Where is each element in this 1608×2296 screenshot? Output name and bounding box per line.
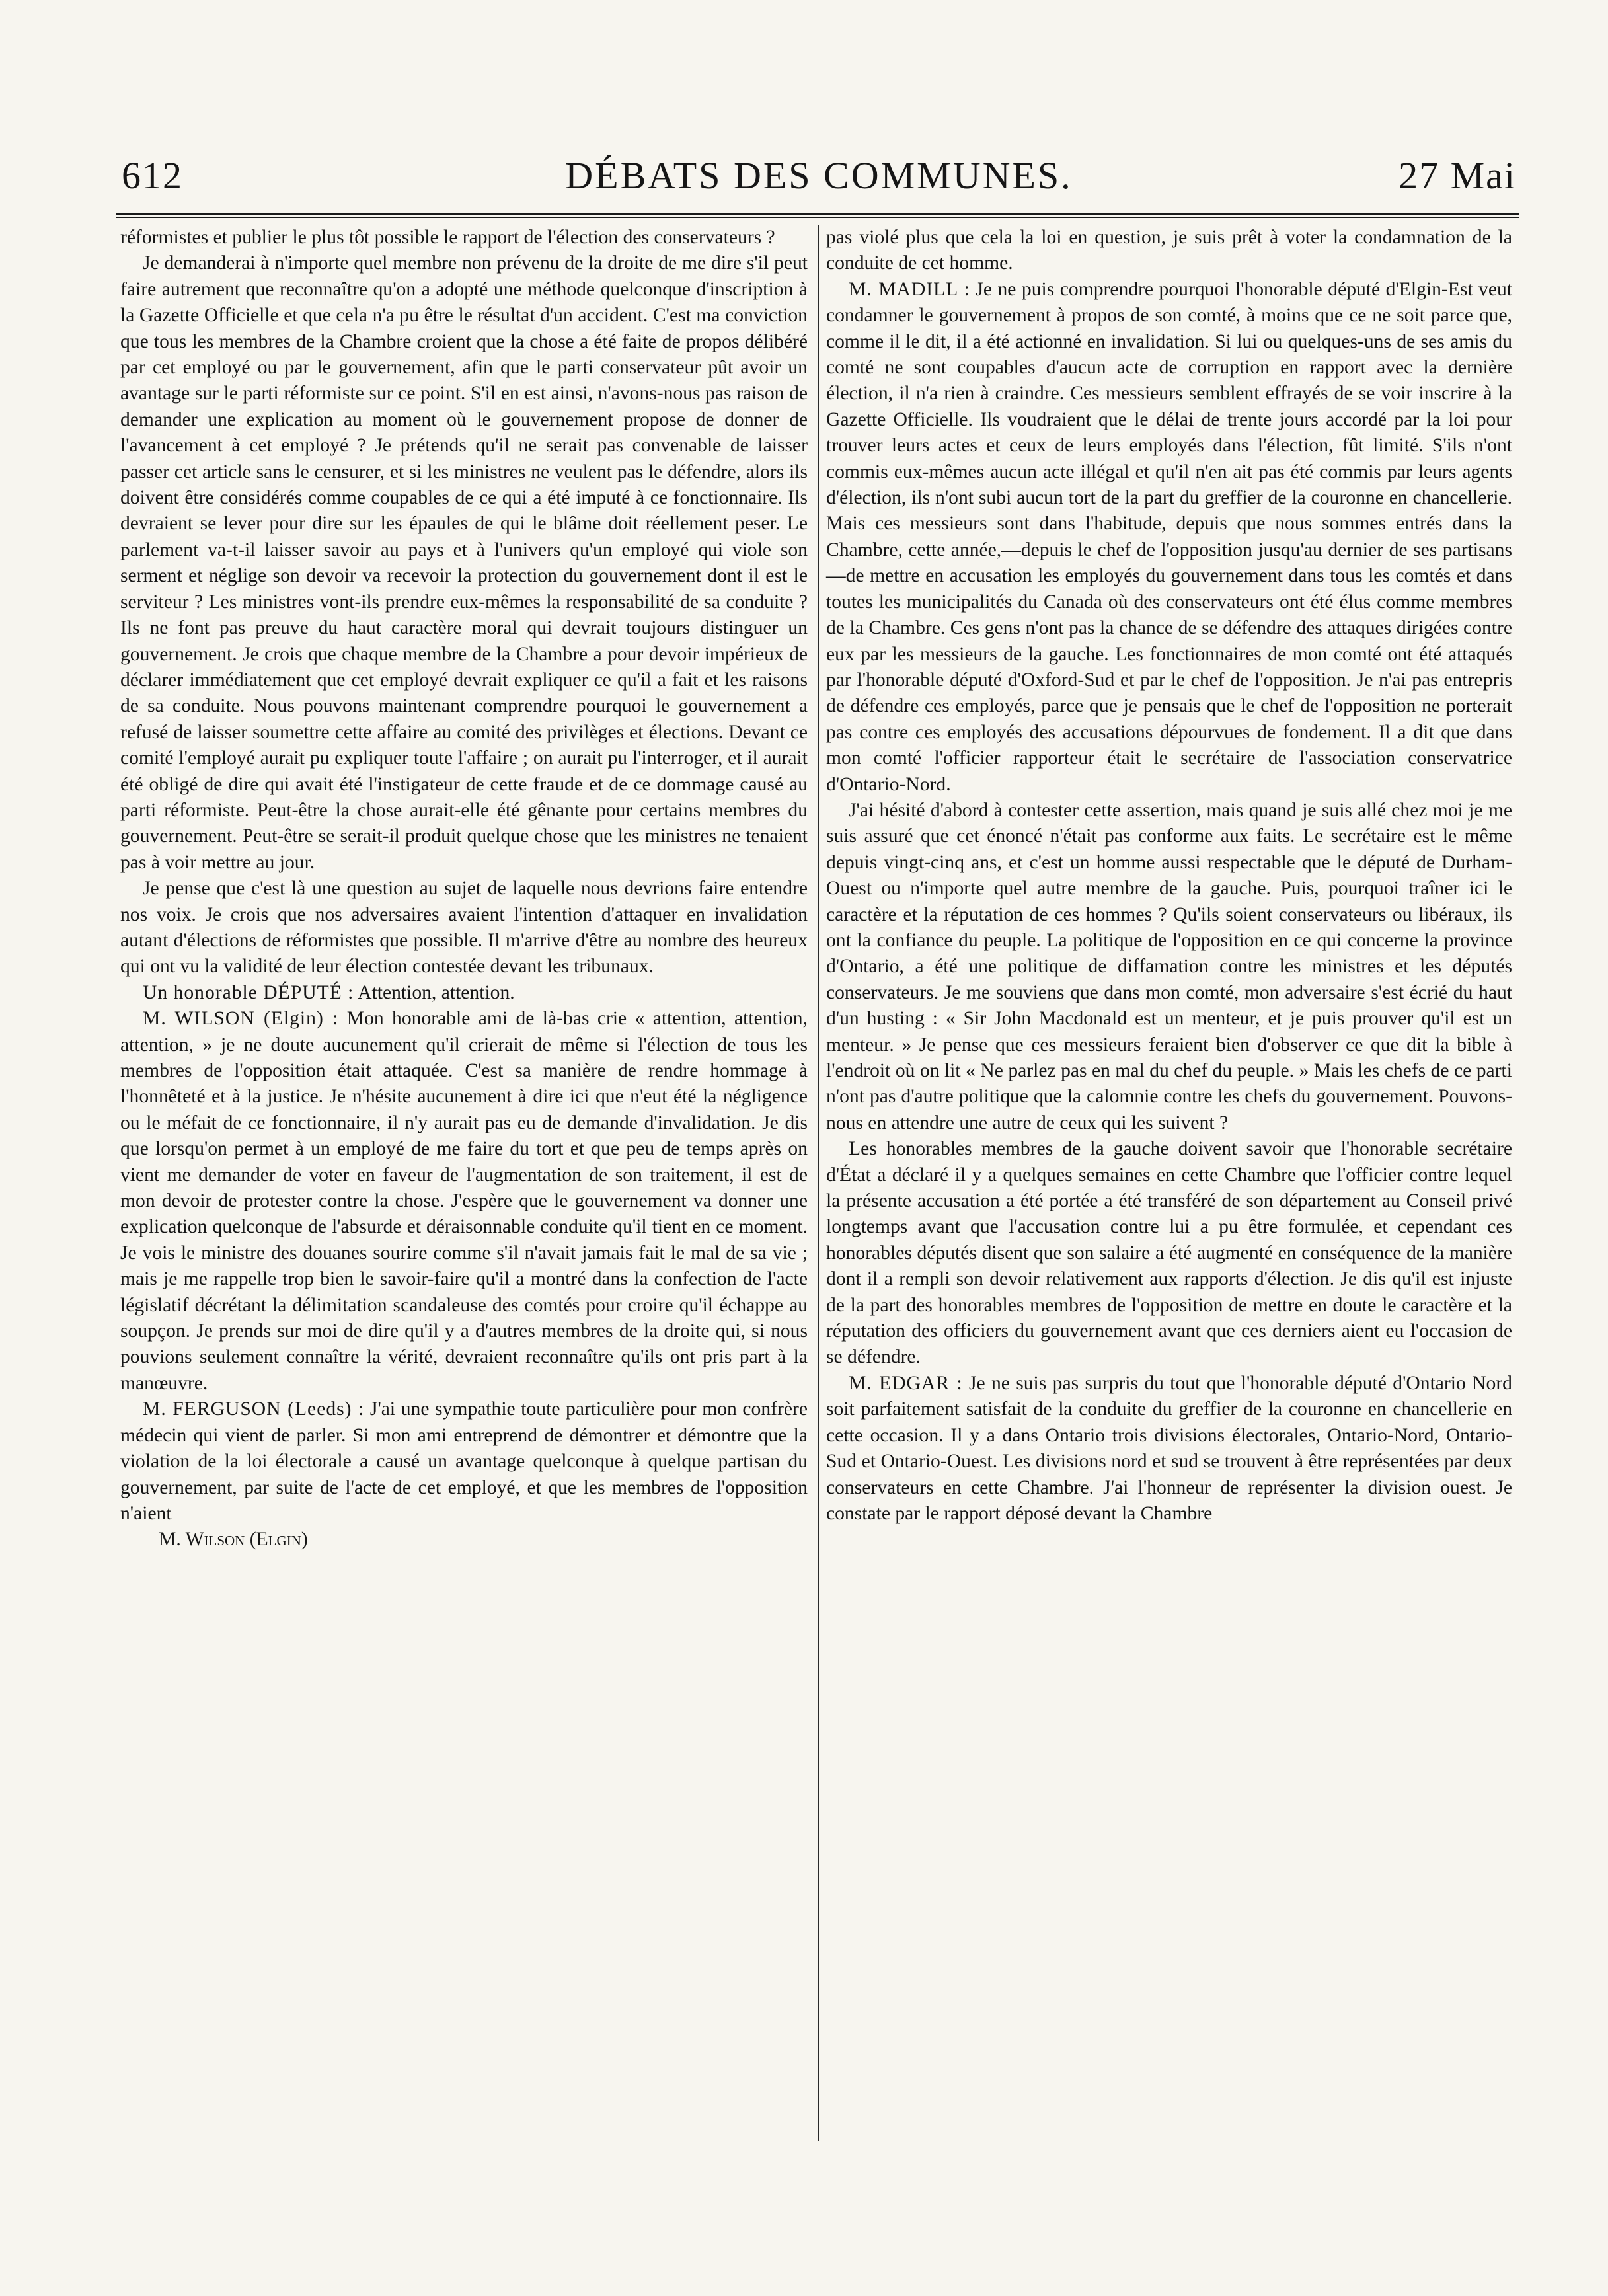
paragraph xyxy=(826,798,1512,1136)
speaker-paragraph xyxy=(826,1371,1512,1527)
page-header xyxy=(122,153,1516,200)
page-title: DÉBATS DES COMMUNES. xyxy=(565,154,1073,197)
paragraph-text: Je ne suis pas surpris du tout que l'honorable député d'Ontario Nord soit parfaitement satisfait de la conduite du greffier de la couronne en chancellerie en cette occasion. Il y a dans Ontario trois divisions électorales, Ontario-Nord, Ontario-Sud et Ontario-Ouest. Les divisions nord et sud se trouvent à être représentées par deux conservateurs en cette Chambre. J'ai l'honneur de représenter la division ouest. Je constate par le rapport déposé devant la Chambre xyxy=(826,1372,1512,1524)
page-date: 27 Mai xyxy=(1398,154,1516,197)
page-number: 612 xyxy=(122,154,183,197)
bottom-speaker-line: M. Wilson (Elgin) xyxy=(159,1529,308,1550)
paragraph xyxy=(826,1136,1512,1371)
speaker-paragraph xyxy=(826,277,1512,798)
speaker-paragraph xyxy=(120,1397,808,1527)
speaker-name: Un honorable DÉPUTÉ : xyxy=(143,981,354,1003)
paragraph xyxy=(120,876,808,980)
paragraph-text: Je ne puis comprendre pourquoi l'honorable député d'Elgin-Est veut condamner le gouvernement à propos de son comté, à moins que ce ne soit parce que, comme il le dit, il a été actionné en invalidation. Si lui ou quelques-uns de ses amis du comté ne sont coupables d'aucun acte de corruption en rapport avec la dernière élection, il n'a rien à craindre. Ces messieurs semblent effrayés de se voir inscrire à la Gazette Officielle. Ils voudraient que le délai de trente jours accordé par la loi pour trouver leurs actes et ceux de leurs employés dans l'élection, fût limité. S'ils n'ont commis eux-mêmes aucun acte illégal et qu'il n'en ait pas été commis par leurs agents d'élection, ils n'ont subi aucun tort de la part du greffier de la couronne en chancellerie. Mais ces messieurs sont dans l'habitude, depuis que nous sommes entrés dans la Chambre, cette année,—depuis le chef de l'opposition jusqu'au dernier de ses partisans—de mettre en accusation les employés du gouvernement dans tous les comtés et dans toutes les municipalités du Canada où des conservateurs ont été élus comme membres de la Chambre. Ces gens n'ont pas la chance de se défendre des attaques dirigées contre eux par les messieurs de la gauche. Les fonctionnaires de mon comté ont été attaqués par l'honorable député d'Oxford-Sud et par le chef de l'opposition. Je n'ai pas entrepris de défendre ces employés, parce que je pensais que le chef de l'opposition ne porterait pas contre ces employés des accusations dépourvues de fondement. Il a dit que dans mon comté l'officier rapporteur était le secrétaire de l'association conservatrice d'Ontario-Nord. xyxy=(826,278,1512,795)
paragraph-text: Mon honorable ami de là-bas crie « attention, attention, attention, » je ne doute aucunement qu'il crierait de même si l'élection de tous les membres de l'opposition était attaquée. C'est sa manière de rendre hommage à l'honnêteté et à la justice. Je n'hésite aucunement à dire ici que n'eut été la négligence ou le méfait de ce fonctionnaire, il n'y aurait pas eu de demande d'invalidation. Je dis que lorsqu'on permet à un employé de me faire du tort et que peu de temps après on vient me demander de voter en faveur de l'augmentation de son traitement, il est de mon devoir de protester contre la chose. J'espère que le gouvernement va donner une explication quelconque de l'absurde et déraisonnable conduite qu'il tient en ce moment. Je vois le ministre des douanes sourire comme s'il n'avait jamais fait le mal de sa vie ; mais je me rappelle trop bien le savoir-faire qu'il a montré dans la confection de l'acte législatif décrétant la délimitation scandaleuse des comtés pour croire qu'il échappe au soupçon. Je prends sur moi de dire qu'il y a d'autres membres de la droite qui, si nous pouvions seulement connaître la vérité, devraient reconnaître qu'ils ont pris part à la manœuvre. xyxy=(120,1008,808,1394)
speaker-name: M. WILSON (Elgin) : xyxy=(143,1008,339,1030)
right-column xyxy=(826,225,1512,1527)
paragraph-text: J'ai une sympathie toute particulière pour mon confrère médecin qui vient de parler. Si mon ami entreprend de démontrer et démontre que la violation de la loi électorale a causé un avantage quelconque à quelque partisan du gouvernement, par suite de l'acte de cet employé, et que les membres de l'opposition n'aient xyxy=(120,1398,808,1524)
header-rule-thin xyxy=(116,217,1519,218)
speaker-paragraph xyxy=(120,980,808,1006)
speaker-name: M. FERGUSON (Leeds) : xyxy=(143,1398,365,1420)
column-divider xyxy=(818,225,819,2141)
paragraph-text: Les honorables membres de la gauche doivent savoir que l'honorable secrétaire d'État a déclaré il y a quelques semaines en cette Chambre que l'officier contre lequel la présente accusation a été portée a été transféré de son département au Conseil privé longtemps avant que l'accusation contre lui a pu être formulée, et cependant ces honorables députés disent que son salaire a été augmenté en conséquence de la manière dont il a rempli son devoir relativement aux rapports d'élection. Je dis qu'il est injuste de la part des honorables membres de l'opposition de mettre en doute le caractère et la réputation des officiers du gouvernement avant que ces derniers aient eu l'occasion de se défendre. xyxy=(826,1138,1512,1368)
paragraph-text: Attention, attention. xyxy=(358,981,515,1003)
paragraph-text: réformistes et publier le plus tôt possible le rapport de l'élection des conservateurs ? xyxy=(120,227,775,248)
header-rule xyxy=(116,213,1519,215)
paragraph-text: pas violé plus que cela la loi en question, je suis prêt à voter la condamnation de la conduite de cet homme. xyxy=(826,227,1512,274)
paragraph-continuation xyxy=(120,225,808,250)
speaker-paragraph xyxy=(120,1006,808,1397)
speaker-name: M. EDGAR : xyxy=(849,1372,963,1394)
paragraph-text: Je demanderai à n'importe quel membre non prévenu de la droite de me dire s'il peut faire autrement que reconnaître qu'on a adopté une méthode quelconque d'inscription à la Gazette Officielle et que cela n'a pu être le résultat d'un accident. C'est ma conviction que tous les membres de la Chambre croient que la chose a été faite de propos délibéré par cet employé ou par le gouvernement, afin que le parti conservateur pût avoir un avantage sur le parti réformiste sur ce point. S'il en est ainsi, n'avons-nous pas raison de demander une explication au moment où le gouvernement propose de donner de l'avancement à cet employé ? Je prétends qu'il ne serait pas convenable de laisser passer cet article sans le censurer, et si les ministres ne veulent pas le défendre, alors ils doivent être considérés comme coupables de ce qui a été imputé à ce fonctionnaire. Ils devraient se lever pour dire sur les épaules de qui le blâme doit réellement peser. Le parlement va-t-il laisser savoir au pays et à l'univers qu'un employé qui viole son serment et néglige son devoir va recevoir la protection du gouvernement dont il est le serviteur ? Les ministres vont-ils prendre eux-mêmes la responsabilité de sa conduite ? Ils ne font pas preuve du haut caractère moral qui devrait toujours distinguer un gouvernement. Je crois que chaque membre de la Chambre a pour devoir impérieux de déclarer immédiatement que cet employé devrait expliquer ce qu'il a fait et les raisons de sa conduite. Nous pouvons maintenant comprendre pourquoi le gouvernement a refusé de laisser soumettre cette affaire au comité des privilèges et élections. Devant ce comité l'employé aurait pu expliquer toute l'affaire ; on aurait pu l'interroger, et il aurait été obligé de dire qui avait été l'instigateur de cette fraude et de ce dommage causé au parti réformiste. Peut-être la chose aurait-elle été gênante pour certains membres du gouvernement. Peut-être se serait-il produit quelque chose que les ministres ne tenaient pas à voir mettre au jour. xyxy=(120,252,808,873)
left-column xyxy=(120,225,808,1553)
paragraph xyxy=(120,250,808,876)
paragraph-continuation xyxy=(826,225,1512,277)
paragraph-text: Je pense que c'est là une question au sujet de laquelle nous devrions faire entendre nos voix. Je crois que nos adversaires avaient l'intention d'attaquer en invalidation autant d'élections de réformistes que possible. Il m'arrive d'être au nombre des heureux qui ont vu la validité de leur élection contestée devant les tribunaux. xyxy=(120,878,808,977)
paragraph-text: J'ai hésité d'abord à contester cette assertion, mais quand je suis allé chez moi je me suis assuré que cet énoncé n'était pas conforme aux faits. Le secrétaire est le même depuis vingt-cinq ans, et c'est un homme aussi respectable que le député de Durham-Ouest ou n'importe quel autre membre de la gauche. Puis, pourquoi traîner ici le caractère et la réputation de ces hommes ? Qu'ils soient conservateurs ou libéraux, ils ont la confiance du peuple. La politique de l'opposition en ce qui concerne la province d'Ontario, a été une politique de diffamation contre les ministres et les députés conservateurs. Je me souviens que dans mon comté, mon adversaire s'est écrié du haut d'un husting : « Sir John Macdonald est un menteur, et je puis prouver qu'il est un menteur. » Je pense que ces messieurs feraient bien d'observer ce que dit la bible à l'endroit où on lit « Ne parlez pas en mal du chef du peuple. » Mais les chefs de ce parti n'ont pas d'autre politique que la calomnie contre les chefs du gouvernement. Pouvons-nous en attendre une autre de ceux qui les suivent ? xyxy=(826,799,1512,1133)
speaker-name: M. MADILL : xyxy=(849,278,970,300)
